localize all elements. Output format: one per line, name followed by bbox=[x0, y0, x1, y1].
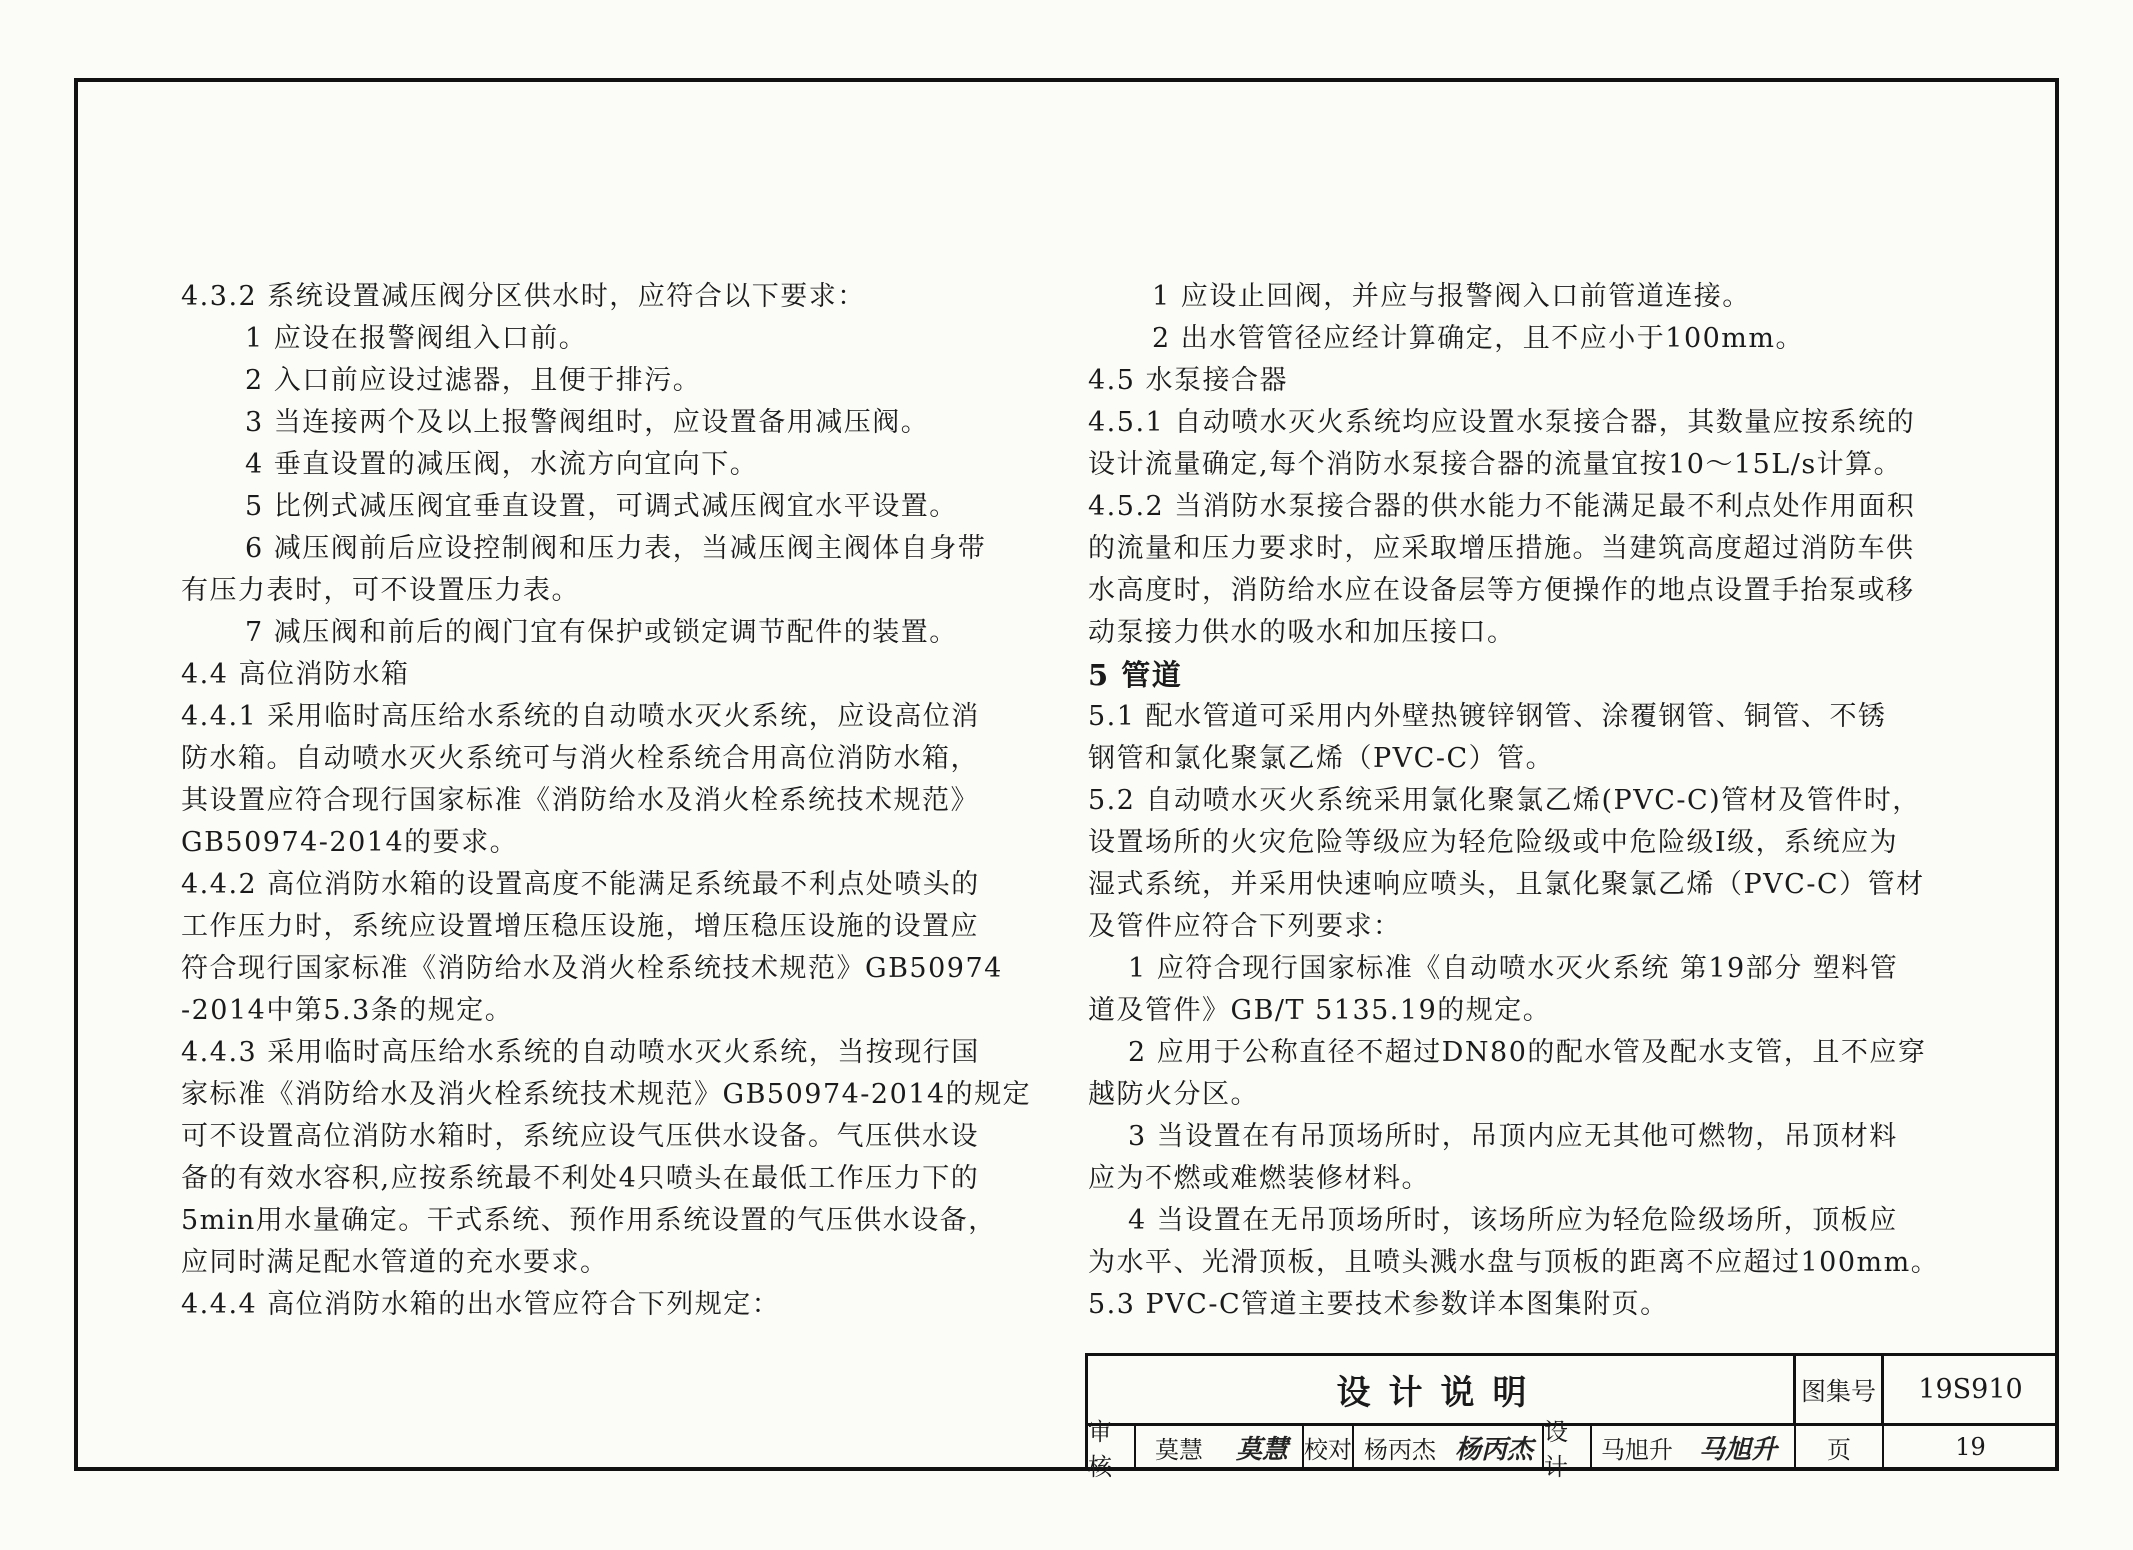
text-line: 动泵接力供水的吸水和加压接口。 bbox=[1088, 617, 1516, 648]
reviewer-signature: 莫慧 bbox=[1222, 1426, 1304, 1468]
text-line: 备的有效水容积,应按系统最不利处4只喷头在最低工作压力下的 bbox=[181, 1163, 980, 1194]
drawing-title: 设计说明 bbox=[1088, 1356, 1796, 1426]
right-column bbox=[1088, 276, 1964, 1326]
text-line: 5.2 自动喷水灭火系统采用氯化聚氯乙烯(PVC-C)管材及管件时， bbox=[1088, 785, 1921, 816]
text-line: 4.4 高位消防水箱 bbox=[181, 659, 410, 690]
text-line: 4.5.1 自动喷水灭火系统均应设置水泵接合器，其数量应按系统的 bbox=[1088, 407, 1916, 438]
review-label: 审核 bbox=[1088, 1426, 1136, 1468]
page-label: 页 bbox=[1796, 1426, 1884, 1468]
text-line: 4.4.2 高位消防水箱的设置高度不能满足系统最不利点处喷头的 bbox=[181, 869, 980, 900]
atlas-number: 19S910 bbox=[1884, 1356, 2057, 1426]
text-line: 3 当连接两个及以上报警阀组时，应设置备用减压阀。 bbox=[245, 407, 930, 438]
text-line: 2 入口前应设过滤器，且便于排污。 bbox=[245, 365, 702, 396]
text-line: 4.3.2 系统设置减压阀分区供水时，应符合以下要求： bbox=[181, 281, 866, 312]
text-line: 4.5 水泵接合器 bbox=[1088, 365, 1289, 396]
page-number: 19 bbox=[1955, 1433, 1986, 1461]
text-line: 道及管件》GB/T 5135.19的规定。 bbox=[1088, 995, 1552, 1026]
text-line: 的流量和压力要求时，应采取增压措施。当建筑高度超过消防车供 bbox=[1088, 533, 1915, 564]
text-line: 2 出水管管径应经计算确定，且不应小于100mm。 bbox=[1152, 323, 1804, 354]
text-line: 水高度时，消防给水应在设备层等方便操作的地点设置手抬泵或移 bbox=[1088, 575, 1915, 606]
atlas-number-label: 图集号 bbox=[1796, 1356, 1884, 1426]
text-line: 5 管道 bbox=[1088, 658, 1183, 692]
text-line: 4.4.3 采用临时高压给水系统的自动喷水灭火系统，当按现行国 bbox=[181, 1037, 980, 1068]
check-label: 校对 bbox=[1304, 1426, 1354, 1468]
reviewer-name: 莫慧 bbox=[1155, 1435, 1203, 1464]
text-line: 湿式系统，并采用快速响应喷头，且氯化聚氯乙烯（PVC-C）管材 bbox=[1088, 869, 1925, 900]
text-line: 工作压力时，系统应设置增压稳压设施，增压稳压设施的设置应 bbox=[181, 911, 979, 942]
text-line: 及管件应符合下列要求： bbox=[1088, 911, 1402, 942]
text-line: 4.4.4 高位消防水箱的出水管应符合下列规定： bbox=[181, 1289, 781, 1320]
text-line: 可不设置高位消防水箱时，系统应设气压供水设备。气压供水设 bbox=[181, 1121, 979, 1152]
text-line: 家标准《消防给水及消火栓系统技术规范》GB50974-2014的规定 bbox=[181, 1079, 1032, 1110]
left-column bbox=[181, 276, 1032, 1326]
text-line: 5.1 配水管道可采用内外壁热镀锌钢管、涂覆钢管、铜管、不锈 bbox=[1088, 701, 1887, 732]
text-line: 4 当设置在无吊顶场所时，该场所应为轻危险级场所，顶板应 bbox=[1128, 1205, 1898, 1236]
text-line: 其设置应符合现行国家标准《消防给水及消火栓系统技术规范》 bbox=[181, 785, 979, 816]
designer-name: 马旭升 bbox=[1601, 1435, 1673, 1464]
text-line: 2 应用于公称直径不超过DN80的配水管及配水支管，且不应穿 bbox=[1128, 1037, 1927, 1068]
text-line: 防水箱。自动喷水灭火系统可与消火栓系统合用高位消防水箱， bbox=[181, 743, 979, 774]
text-line: 5 比例式减压阀宜垂直设置，可调式减压阀宜水平设置。 bbox=[245, 491, 958, 522]
text-line: 5min用水量确定。干式系统、预作用系统设置的气压供水设备， bbox=[181, 1205, 997, 1236]
text-line: -2014中第5.3条的规定。 bbox=[181, 995, 514, 1026]
text-line: 4.5.2 当消防水泵接合器的供水能力不能满足最不利点处作用面积 bbox=[1088, 491, 1916, 522]
text-line: 符合现行国家标准《消防给水及消火栓系统技术规范》GB50974 bbox=[181, 953, 1003, 984]
checker-name: 杨丙杰 bbox=[1364, 1435, 1436, 1464]
text-line: 1 应符合现行国家标准《自动喷水灭火系统 第19部分 塑料管 bbox=[1128, 953, 1899, 984]
text-line: 3 当设置在有吊顶场所时，吊顶内应无其他可燃物，吊顶材料 bbox=[1128, 1121, 1898, 1152]
text-line: 应为不燃或难燃装修材料。 bbox=[1088, 1163, 1430, 1194]
text-line: 应同时满足配水管道的充水要求。 bbox=[181, 1247, 609, 1278]
text-line: 越防火分区。 bbox=[1088, 1079, 1259, 1110]
text-line: 为水平、光滑顶板，且喷头溅水盘与顶板的距离不应超过100mm。 bbox=[1088, 1247, 1940, 1278]
design-label: 设计 bbox=[1544, 1426, 1592, 1468]
checker-signature: 杨丙杰 bbox=[1446, 1426, 1544, 1468]
title-block bbox=[1085, 1353, 2057, 1481]
text-line: 7 减压阀和前后的阀门宜有保护或锁定调节配件的装置。 bbox=[245, 617, 958, 648]
text-line: 6 减压阀前后应设控制阀和压力表，当减压阀主阀体自身带 bbox=[245, 533, 987, 564]
text-line: GB50974-2014的要求。 bbox=[181, 827, 519, 858]
text-line: 4.4.1 采用临时高压给水系统的自动喷水灭火系统，应设高位消 bbox=[181, 701, 980, 732]
text-line: 5.3 PVC-C管道主要技术参数详本图集附页。 bbox=[1088, 1289, 1669, 1320]
text-line: 设置场所的火灾危险等级应为轻危险级或中危险级Ⅰ级，系统应为 bbox=[1088, 827, 1899, 858]
designer-signature: 马旭升 bbox=[1682, 1426, 1796, 1468]
text-line: 设计流量确定,每个消防水泵接合器的流量宜按10～15L/s计算。 bbox=[1088, 449, 1903, 480]
signature-row bbox=[1088, 1418, 2057, 1481]
text-line: 1 应设止回阀，并应与报警阀入口前管道连接。 bbox=[1152, 281, 1751, 312]
text-line: 1 应设在报警阀组入口前。 bbox=[245, 323, 588, 354]
text-line: 4 垂直设置的减压阀，水流方向宜向下。 bbox=[245, 449, 759, 480]
text-line: 有压力表时，可不设置压力表。 bbox=[181, 575, 580, 606]
text-line: 钢管和氯化聚氯乙烯（PVC-C）管。 bbox=[1088, 743, 1555, 774]
